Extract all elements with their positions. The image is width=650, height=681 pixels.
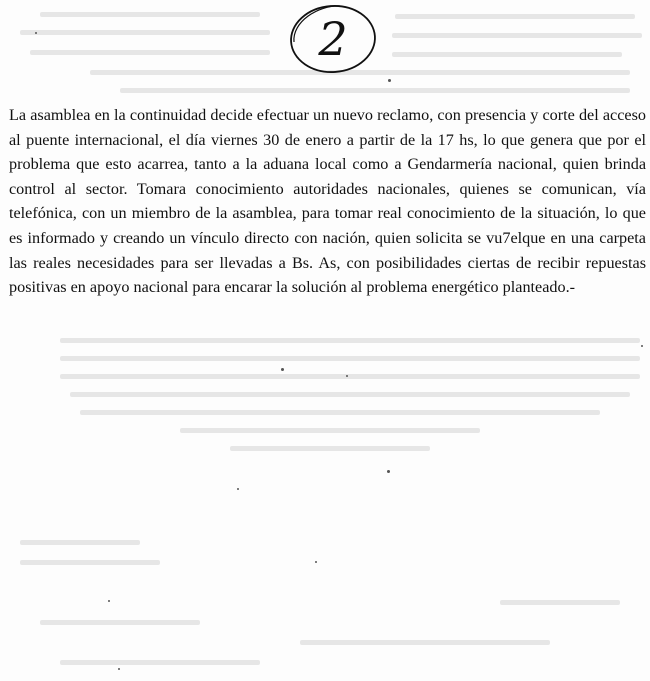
- speck: [35, 32, 37, 34]
- body-paragraph: La asamblea en la continuidad decide efectuar un nuevo reclamo, con presencia y corte del acceso al puente internacional, el día viernes 30 de enero a partir de la 17 hs, lo que genera que por el problema que esto acarrea, tanto a la aduana local como a Gendarmería nacional, quien brinda control al sector. Tomara conocimiento autoridades nacionales, quienes se comunican, vía telefónica, con un miembro de la asamblea, para tomar real conocimiento de la situación, lo que es informado y creando un vínculo directo con nación, quien solicita se vu7elque en una carpeta las reales necesidades para ser llevadas a Bs. As, con posibilidades ciertas de recibir repuestas positivas en apoyo nacional para encarar la solución al problema energético planteado.-: [9, 106, 646, 297]
- speck: [118, 668, 120, 670]
- circled-page-number: [288, 2, 378, 76]
- speck: [281, 368, 284, 371]
- speck: [387, 470, 390, 473]
- speck: [641, 345, 643, 347]
- speck: [237, 488, 239, 490]
- speck: [108, 600, 110, 602]
- speck: [388, 79, 391, 82]
- speck: [346, 375, 348, 377]
- speck: [315, 561, 317, 563]
- page-number-text: 2: [318, 12, 348, 66]
